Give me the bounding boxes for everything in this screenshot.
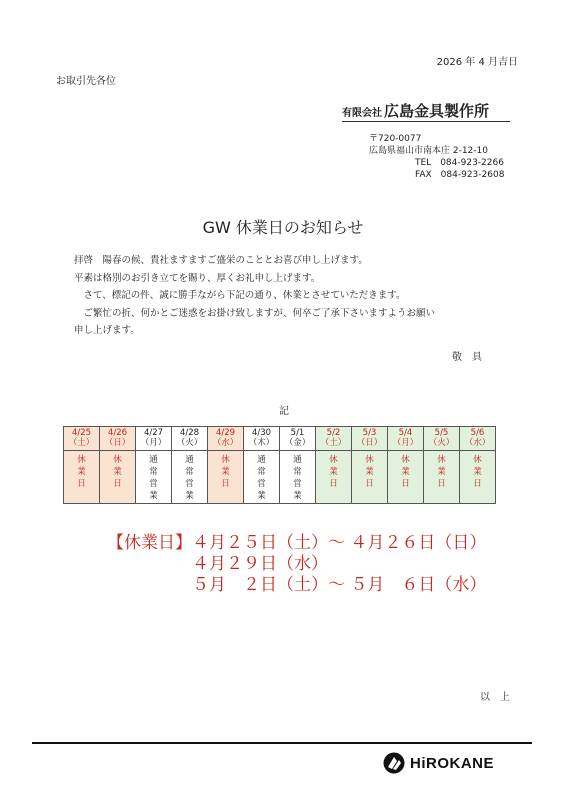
calendar-status-char: 業 xyxy=(473,467,482,477)
holiday-label: 【休業日】 xyxy=(107,533,192,553)
calendar-status-char: 業 xyxy=(401,467,410,477)
calendar-date-cell xyxy=(424,427,460,451)
ki-heading: 記 xyxy=(279,406,289,417)
calendar-weekday: （日） xyxy=(104,438,131,448)
page-title: GW 休業日のお知らせ xyxy=(202,218,364,237)
calendar-status-cell xyxy=(100,451,136,504)
calendar-status-char: 休 xyxy=(473,455,482,465)
calendar-date: 4/29 xyxy=(215,428,236,438)
calendar-status-char: 営 xyxy=(149,479,158,489)
calendar-weekday: （火） xyxy=(428,438,455,448)
body-line: さて、標記の件、誠に勝手ながら下記の通り、休業とさせていただきます。 xyxy=(74,290,406,301)
calendar-weekday: （月） xyxy=(392,438,419,448)
calendar-status-char: 常 xyxy=(293,467,302,477)
holiday-calendar xyxy=(63,426,496,504)
calendar-status-char: 休 xyxy=(329,455,338,465)
calendar-date: 4/27 xyxy=(143,428,164,438)
calendar-weekday: （月） xyxy=(140,438,167,448)
calendar-date: 4/30 xyxy=(251,428,272,438)
calendar-status-char: 日 xyxy=(221,479,230,489)
holiday-line-3: ５月 ２日（土）～ ５月 ６日（水） xyxy=(192,575,487,595)
calendar-status-cell xyxy=(280,451,316,504)
calendar-status-cell xyxy=(64,451,100,504)
calendar-status-char: 日 xyxy=(77,479,86,489)
calendar-date-cell xyxy=(172,427,208,451)
calendar-date: 4/26 xyxy=(107,428,128,438)
calendar-status-char: 業 xyxy=(113,467,122,477)
calendar-date-cell xyxy=(460,427,496,451)
logo-text: HiROKANE xyxy=(410,754,495,772)
calendar-status-char: 常 xyxy=(185,467,194,477)
body-line: ご繁忙の折、何かとご迷惑をお掛け致しますが、何卒ご了承下さいますようお願い xyxy=(74,307,436,319)
calendar-status-char: 休 xyxy=(401,455,410,465)
calendar-status-char: 日 xyxy=(473,479,482,489)
calendar-date-cell xyxy=(316,427,352,451)
calendar-status-cell xyxy=(244,451,280,504)
calendar-weekday: （水） xyxy=(464,438,491,448)
company-name xyxy=(342,100,489,121)
body-line: 拝啓 陽春の候、貴社ますますご盛栄のこととお喜び申し上げます。 xyxy=(74,255,368,266)
end-mark: 以 上 xyxy=(480,692,510,703)
calendar-status-cell xyxy=(316,451,352,504)
calendar-status-cell xyxy=(208,451,244,504)
calendar-date: 5/3 xyxy=(362,428,377,438)
calendar-date: 4/28 xyxy=(179,428,200,438)
tel: TEL 084-923-2266 xyxy=(415,158,504,168)
calendar-status-char: 通 xyxy=(293,455,302,465)
calendar-status-char: 日 xyxy=(365,479,374,489)
holiday-line-2: ４月２９日（水） xyxy=(192,554,328,574)
calendar-status-char: 業 xyxy=(365,467,374,477)
calendar-date-cell xyxy=(388,427,424,451)
footer-divider xyxy=(32,742,532,744)
calendar-status-char: 業 xyxy=(293,491,302,501)
closing: 敬 具 xyxy=(452,352,482,363)
calendar-status-char: 業 xyxy=(437,467,446,477)
calendar-status-char: 通 xyxy=(257,455,266,465)
calendar-status-char: 業 xyxy=(149,491,158,501)
calendar-date-cell xyxy=(244,427,280,451)
calendar-status-char: 常 xyxy=(149,467,158,477)
company-name-text: 広島金具製作所 xyxy=(384,102,490,120)
calendar-status-char: 休 xyxy=(437,455,446,465)
holiday-summary xyxy=(107,533,486,596)
calendar-status-char: 休 xyxy=(77,455,86,465)
calendar-status-char: 常 xyxy=(257,467,266,477)
calendar-status-char: 営 xyxy=(293,479,302,489)
calendar-status-char: 日 xyxy=(329,479,338,489)
company-underline xyxy=(342,121,510,122)
body-line: 平素は格別のお引き立てを賜り、厚くお礼申し上げます。 xyxy=(74,272,321,284)
calendar-status-row xyxy=(64,451,496,504)
calendar-date-cell xyxy=(280,427,316,451)
calendar-status-char: 日 xyxy=(437,479,446,489)
calendar-date: 5/2 xyxy=(326,428,341,438)
calendar-date-row xyxy=(64,427,496,451)
calendar-weekday: （水） xyxy=(212,438,239,448)
calendar-status-char: 休 xyxy=(113,455,122,465)
calendar-weekday: （土） xyxy=(68,438,95,448)
calendar-weekday: （火） xyxy=(176,438,203,448)
holiday-line-1: 【休業日】４月２５日（土）～ ４月２６日（日） xyxy=(107,533,487,553)
calendar-date: 5/1 xyxy=(290,428,305,438)
calendar-date: 5/6 xyxy=(470,428,485,438)
company-logo xyxy=(383,751,494,775)
calendar-date-cell xyxy=(208,427,244,451)
calendar-date: 5/4 xyxy=(398,428,413,438)
calendar-date: 5/5 xyxy=(434,428,449,438)
calendar-status-char: 業 xyxy=(329,467,338,477)
calendar-status-char: 休 xyxy=(221,455,230,465)
calendar-weekday: （金） xyxy=(284,438,311,448)
recipient: お取引先各位 xyxy=(56,76,116,87)
fax: FAX 084-923-2608 xyxy=(415,170,505,180)
calendar-status-char: 休 xyxy=(365,455,374,465)
calendar-weekday: （日） xyxy=(356,438,383,448)
calendar-status-char: 日 xyxy=(401,479,410,489)
calendar-status-char: 業 xyxy=(185,491,194,501)
calendar-status-cell xyxy=(172,451,208,504)
zip-code: 〒720-0077 xyxy=(369,134,422,144)
calendar-date: 4/25 xyxy=(71,428,92,438)
calendar-date-cell xyxy=(100,427,136,451)
calendar-status-cell xyxy=(136,451,172,504)
calendar-status-char: 営 xyxy=(257,479,266,489)
calendar-status-cell xyxy=(352,451,388,504)
calendar-date-cell xyxy=(64,427,100,451)
hirokane-logo-icon xyxy=(383,752,405,774)
calendar-date-cell xyxy=(136,427,172,451)
calendar-status-char: 業 xyxy=(77,467,86,477)
calendar-weekday: （木） xyxy=(248,438,275,448)
company-prefix: 有限会社 xyxy=(342,108,382,119)
calendar-status-cell xyxy=(460,451,496,504)
calendar-date-cell xyxy=(352,427,388,451)
address: 広島県福山市南本庄 2-12-10 xyxy=(369,146,488,156)
calendar-status-char: 通 xyxy=(185,455,194,465)
calendar-status-cell xyxy=(388,451,424,504)
company-address-block xyxy=(369,133,504,181)
calendar-status-cell xyxy=(424,451,460,504)
body-line: 申し上げます。 xyxy=(74,325,140,336)
calendar-status-char: 通 xyxy=(149,455,158,465)
calendar-status-char: 営 xyxy=(185,479,194,489)
calendar-weekday: （土） xyxy=(320,438,347,448)
calendar-status-char: 業 xyxy=(221,467,230,477)
calendar-status-char: 業 xyxy=(257,491,266,501)
letter-body xyxy=(74,252,514,340)
letter-date: 2026 年 4 月吉日 xyxy=(436,57,518,68)
calendar-status-char: 日 xyxy=(113,479,122,489)
